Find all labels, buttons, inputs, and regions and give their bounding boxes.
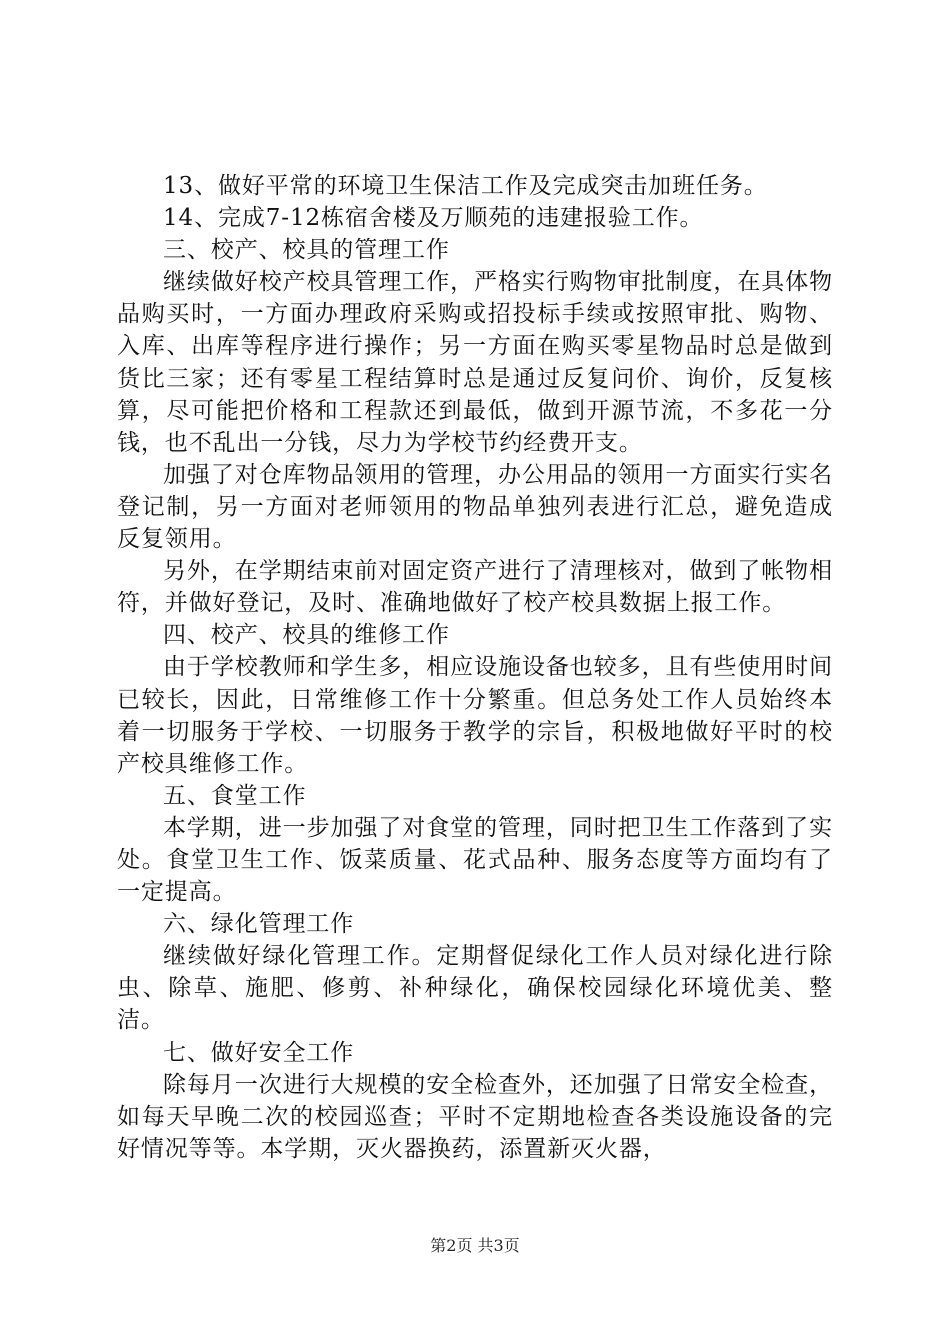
paragraph-fixed-assets: 另外，在学期结束前对固定资产进行了清理核对，做到了帐物相符，并做好登记，及时、准确地做好了校产校具数据上报工作。 <box>117 558 833 617</box>
section-heading-asset-management: 三、校产、校具的管理工作 <box>163 237 450 264</box>
section-heading-greening: 六、绿化管理工作 <box>163 911 355 938</box>
section-heading-maintenance: 四、校产、校具的维修工作 <box>163 622 450 649</box>
section-heading-safety: 七、做好安全工作 <box>163 1039 355 1066</box>
paragraph-item-13: 13、做好平常的环境卫生保洁工作及完成突击加班任务。 <box>163 173 768 199</box>
paragraph-warehouse-management: 加强了对仓库物品领用的管理，办公用品的领用一方面实行实名登记制，另一方面对老师领用的物品单独列表进行汇总，避免造成反复领用。 <box>117 461 833 553</box>
paragraph-greening: 继续做好绿化管理工作。定期督促绿化工作人员对绿化进行除虫、除草、施肥、修剪、补种绿化，确保校园绿化环境优美、整洁。 <box>117 943 833 1034</box>
paragraph-item-14: 14、完成7-12栋宿舍楼及万顺苑的违建报验工作。 <box>163 205 704 232</box>
section-heading-canteen: 五、食堂工作 <box>163 782 307 809</box>
paragraph-canteen: 本学期，进一步加强了对食堂的管理，同时把卫生工作落到了实处。食堂卫生工作、饭菜质量、花式品种、服务态度等方面均有了一定提高。 <box>117 814 833 906</box>
paragraph-asset-procurement: 继续做好校产校具管理工作，严格实行购物审批制度，在具体物品购买时，一方面办理政府采购或招投标手续或按照审批、购物、入库、出库等程序进行操作；另一方面在购买零星物品时总是做到货比三家；还有零星工程结算时总是通过反复问价、询价，反复核算，尽可能把价格和工程款还到最低，做到开源节流，不多花一分钱，也不乱出一分钱，尽力为学校节约经费开支。 <box>117 269 833 456</box>
document-body <box>117 170 833 1165</box>
paragraph-safety: 除每月一次进行大规模的安全检查外，还加强了日常安全检查，如每天早晚二次的校园巡查；平时不定期地检查各类设施设备的完好情况等等。本学期，灭火器换药，添置新灭火器， <box>117 1071 833 1162</box>
page-number-footer: 第2页 共3页 <box>430 1236 520 1255</box>
paragraph-maintenance: 由于学校教师和学生多，相应设施设备也较多，且有些使用时间已较长，因此，日常维修工作十分繁重。但总务处工作人员始终本着一切服务于学校、一切服务于教学的宗旨，积极地做好平时的校产校具维修工作。 <box>117 654 833 777</box>
